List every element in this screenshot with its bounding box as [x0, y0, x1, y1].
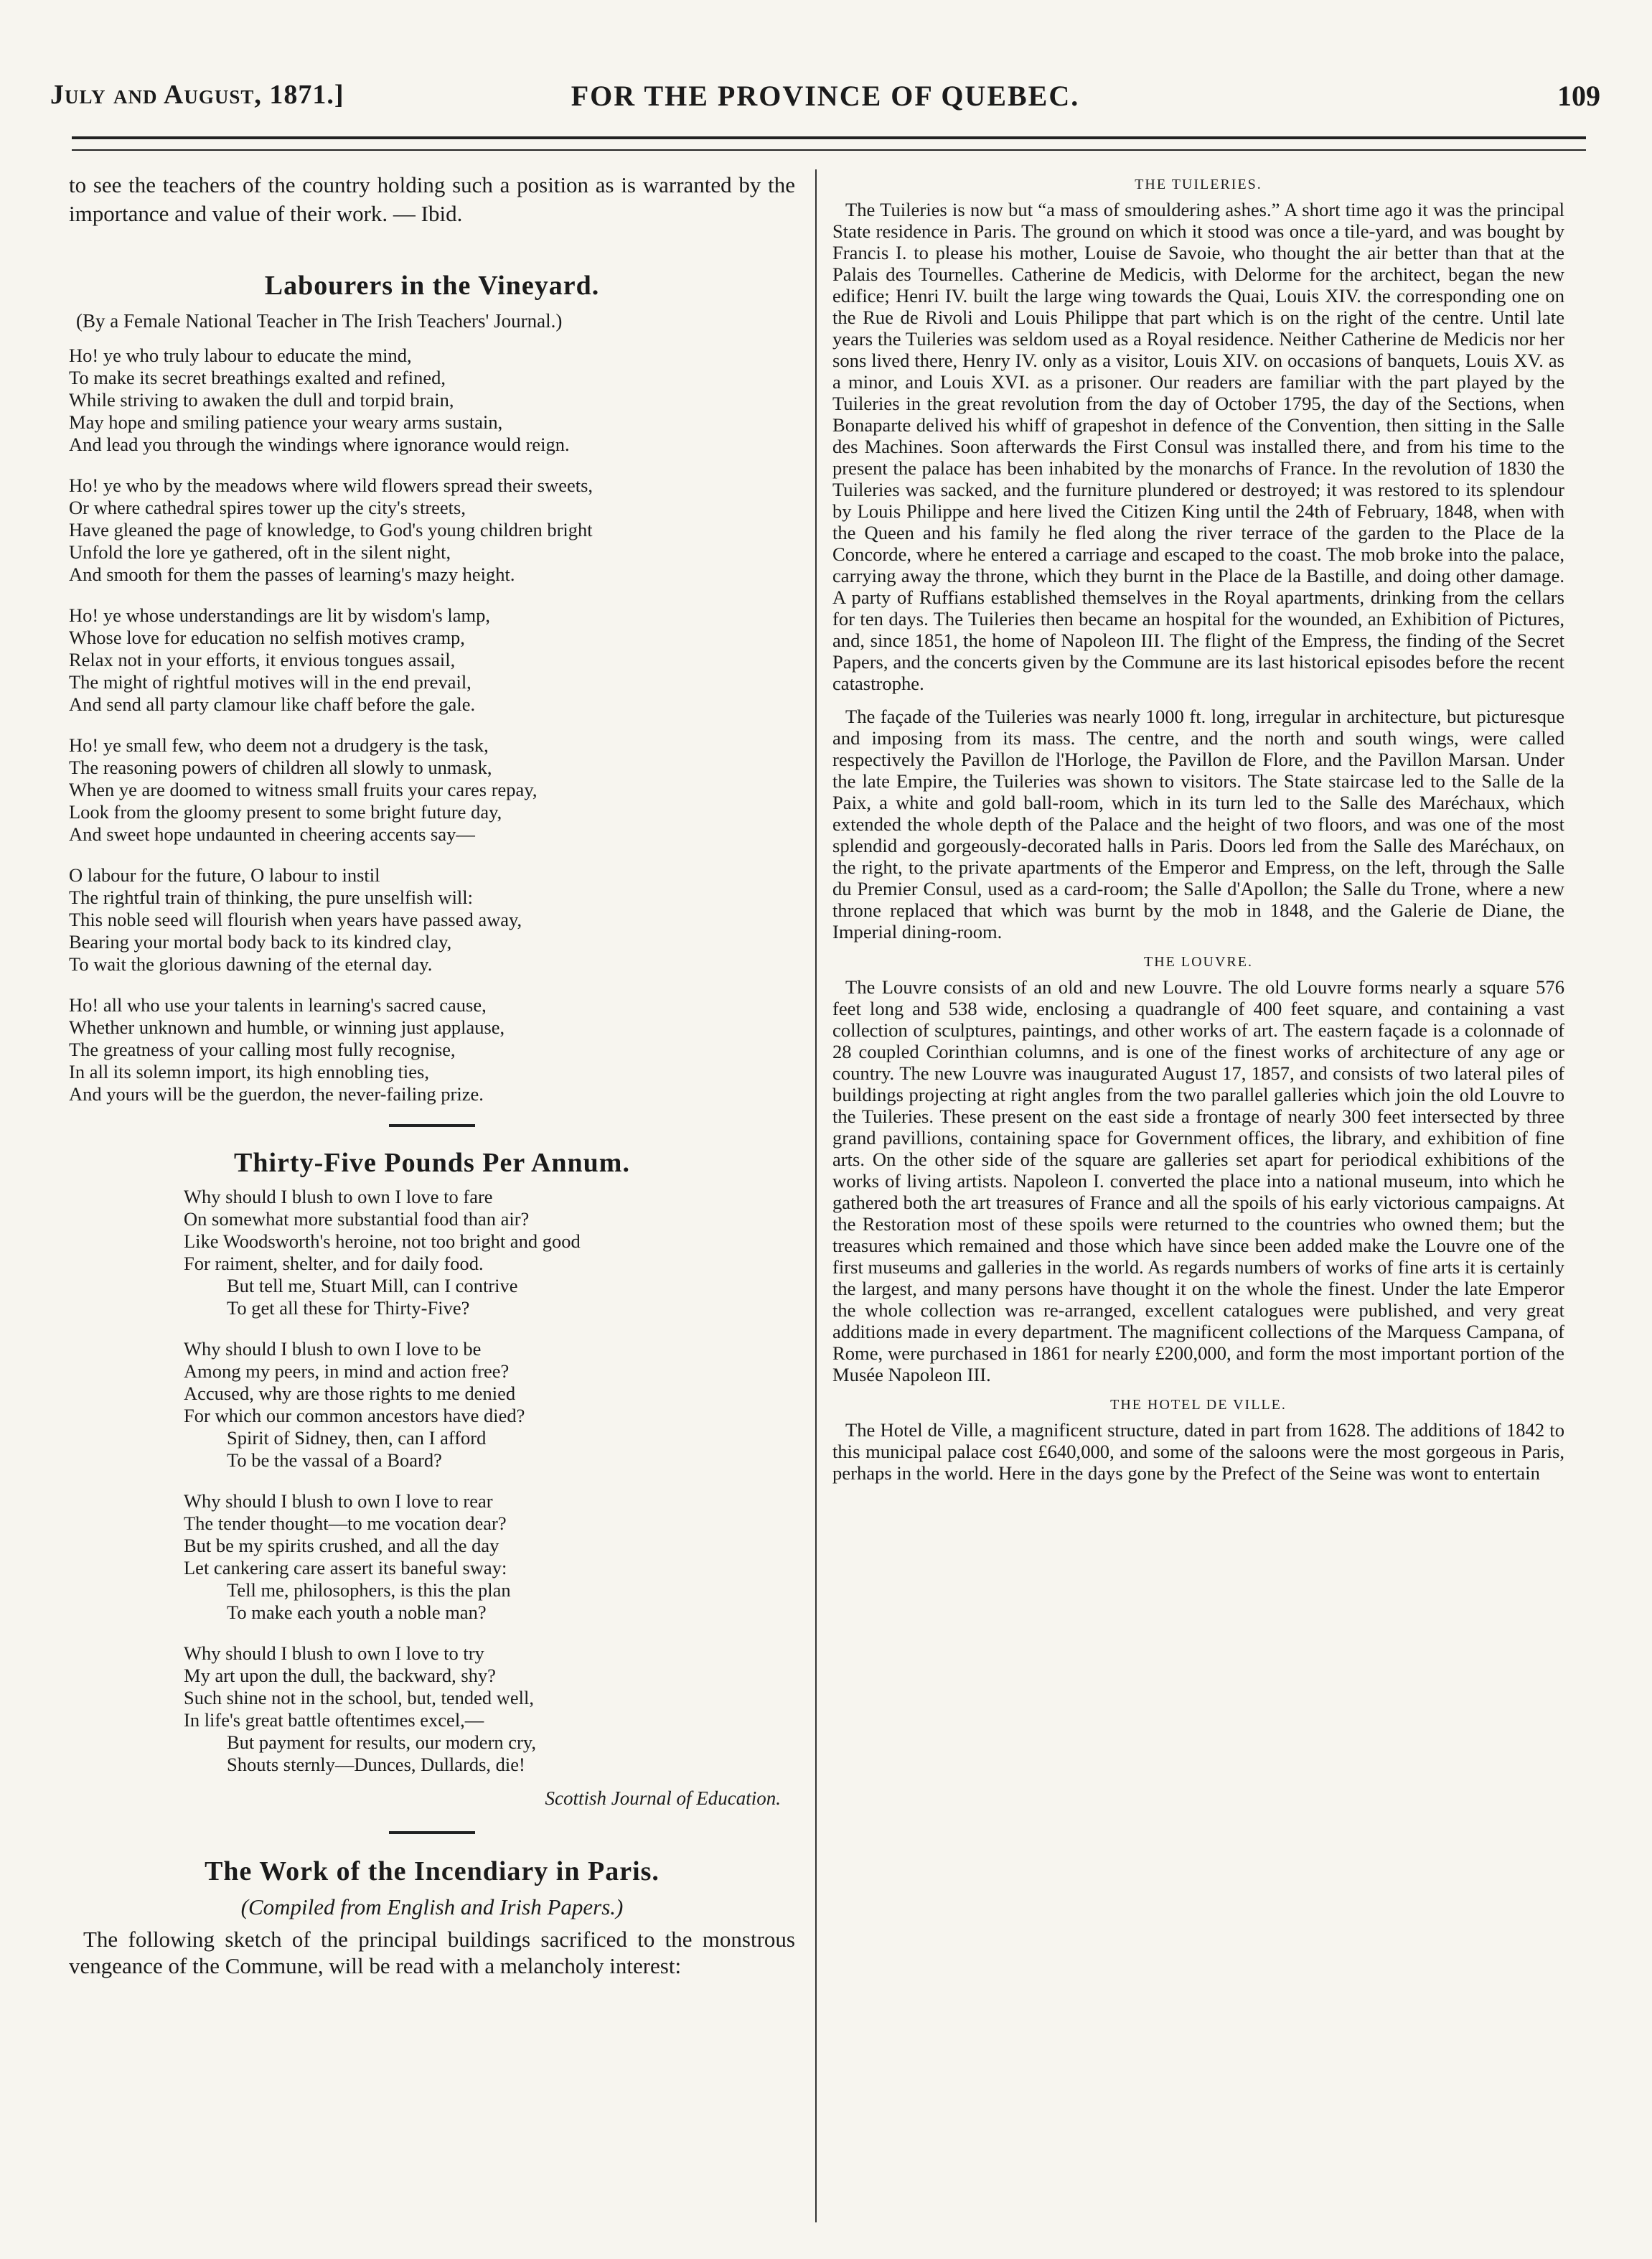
poem-line: Ho! ye who truly labour to educate the mind,: [69, 345, 412, 366]
poem-line: In life's great battle oftentimes excel,—: [184, 1709, 484, 1731]
poem-line: Look from the gloomy present to some bright future day,: [69, 801, 502, 823]
poem-line: Why should I blush to own I love to fare: [184, 1186, 493, 1207]
poem-line: Why should I blush to own I love to try: [184, 1642, 484, 1664]
poem-line: O labour for the future, O labour to instil: [69, 864, 380, 886]
divider-rule: [389, 1831, 475, 1834]
poem-line: Spirit of Sidney, then, can I afford: [227, 1427, 487, 1449]
issue-date: July and August, 1871.]: [50, 80, 344, 110]
poem-stanza: [184, 1338, 795, 1472]
right-column: [832, 171, 1564, 1495]
poem-stanza: [184, 1642, 795, 1776]
poem-stanza: [69, 864, 795, 976]
poem-line: Such shine not in the school, but, tended well,: [184, 1687, 534, 1708]
poem-stanza: [184, 1490, 795, 1624]
poem-line: Shouts sternly—Dunces, Dullards, die!: [227, 1754, 525, 1775]
poem-line: When ye are doomed to witness small fruits your cares repay,: [69, 779, 538, 800]
page-header: [50, 79, 1600, 122]
poem-line: Why should I blush to own I love to be: [184, 1338, 482, 1360]
intro-paragraph: to see the teachers of the country holding such a position as is warranted by the importance and value of their work. — Ibid.: [69, 172, 795, 226]
poem-line: Ho! all who use your talents in learning's sacred cause,: [69, 994, 487, 1016]
poem-line: To wait the glorious dawning of the eternal day.: [69, 953, 433, 975]
left-column: [69, 171, 795, 1979]
poem-line: Whose love for education no selfish motives cramp,: [69, 627, 465, 648]
poem1-title: Labourers in the Vineyard.: [264, 271, 600, 301]
poem1-body: [69, 345, 795, 1105]
column-divider: [815, 169, 817, 2222]
poem-line: But tell me, Stuart Mill, can I contrive: [227, 1275, 518, 1296]
poem-line: To make its secret breathings exalted and refined,: [69, 367, 446, 388]
section-heading: THE TUILERIES.: [1135, 177, 1262, 192]
poem-line: This noble seed will flourish when years have passed away,: [69, 909, 522, 930]
poem-line: Let cankering care assert its baneful sway:: [184, 1557, 507, 1579]
poem-stanza: [69, 345, 795, 456]
body-paragraph: The Louvre consists of an old and new Louvre. The old Louvre forms nearly a square 576 feet long and 538 wide, enclosing a quadrangle of 400 feet square, and containing a vast collection of sculptures, paintings, and other works of art. The eastern façade is a colonnade of 28 coupled Corinthian columns, and is one of the finest works of architecture of any age or country. The new Louvre was inaugurated August 17, 1857, and consists of two lateral piles of buildings projecting at right angles from the two parallel galleries which join the old Louvre to the Tuileries. These present on the east side a frontage of nearly 300 feet intersected by three grand pavillions, containing space for Government offices, the library, and exhibition of fine arts. On the other side of the square are galleries set apart for periodical exhibitions of the works of living artists. Napoleon I. converted the place into a national museum, into which he gathered both the art treasures of France and all the spoils of his early victorious campaigns. At the Restoration most of these spoils were returned to the countries who owned them; but the treasures which remained and those which have since been added make the Louvre one of the first museums and galleries in the world. As regards numbers of works of fine arts it is certainly the largest, and many persons have thought it on the whole the finest. Under the late Emperor the whole collection was re-arranged, excellent catalogues were published, and very great additions made in every department. The magnificent collections of the Marquess Campana, of Rome, were purchased in 1861 for nearly £200,000, and form the most important portion of the Musée Napoleon III.: [832, 976, 1564, 1385]
section-heading: THE HOTEL DE VILLE.: [1110, 1397, 1287, 1413]
article-title: The Work of the Incendiary in Paris.: [205, 1856, 660, 1886]
poem-line: And smooth for them the passes of learning's mazy height.: [69, 563, 515, 585]
body-paragraph: The Tuileries is now but “a mass of smouldering ashes.” A short time ago it was the principal State residence in Paris. The ground on which it stood was once a tile-yard, and was bought by Francis I. to please his mother, Louise de Savoie, who thought the air better than that at the Palais des Tournelles. Catherine de Medicis, with Delorme for the architect, began the new edifice; Henri IV. built the large wing towards the Quai, Louis XIV. the corresponding one on the Rue de Rivoli and Louis Philippe that part which is on the right of the centre. Until late years the Tuileries was seldom used as a Royal residence. Neither Catherine de Medicis nor her sons lived there, Henry IV. only as a visitor, Louis XIV. on occasions of banquets, Louis XV. as a minor, and Louis XVI. as a prisoner. Our readers are familiar with the part played by the Tuileries in the great revolution from the day of October 1795, the day of the Sections, when Bonaparte delived his whiff of grapeshot in defence of the Convention, then sitting in the Salle des Machines. Soon afterwards the First Consul was installed there, and from his time to the present the palace has been inhabited by the monarchs of France. In the revolution of 1830 the Tuileries was sacked, and the furniture plundered or destroyed; it was restored to its splendour by Louis Philippe and here lived the Citizen King until the 24th of February, 1848, when with the Queen and his family he fled along the river terrace of the garden to the Place de la Concorde, where he entered a carriage and escaped to the coast. The mob broke into the palace, carrying away the throne, which they burnt in the Place de la Bastille, and doing other damage. A party of Ruffians established themselves in the Royal apartments, drinking from the cellars for ten days. The Tuileries then became an hospital for the wounded, an Exhibition of Pictures, and, since 1851, the home of Napoleon III. The flight of the Empress, the finding of the Secret Papers, and the concerts given by the Commune are its last historical episodes before the recent catastrophe.: [832, 199, 1564, 694]
poem-line: To get all these for Thirty-Five?: [227, 1297, 470, 1319]
poem-line: On somewhat more substantial food than air?: [184, 1208, 530, 1230]
poem-line: Ho! ye whose understandings are lit by wisdom's lamp,: [69, 604, 490, 626]
poem-stanza: [69, 604, 795, 716]
poem-stanza: [184, 1186, 795, 1319]
poem-line: The reasoning powers of children all slowly to unmask,: [69, 757, 492, 778]
poem-stanza: [69, 734, 795, 846]
poem-line: While striving to awaken the dull and torpid brain,: [69, 389, 454, 411]
poem-line: Have gleaned the page of knowledge, to God's young children bright: [69, 519, 593, 541]
poem-line: Tell me, philosophers, is this the plan: [227, 1579, 511, 1601]
body-paragraph: The Hotel de Ville, a magnificent structure, dated in part from 1628. The additions of 1842 to this municipal palace cost £640,000, and some of the saloons were the most gorgeous in Paris, perhaps in the world. Here in the days gone by the Prefect of the Seine was wont to entertain: [832, 1419, 1564, 1484]
poem2-body: [184, 1186, 795, 1776]
poem-line: And yours will be the guerdon, the never-failing prize.: [69, 1083, 484, 1105]
divider-rule: [389, 1124, 475, 1127]
poem2-source: Scottish Journal of Education.: [545, 1787, 781, 1809]
poem-line: And lead you through the windings where ignorance would reign.: [69, 434, 570, 455]
poem-line: And send all party clamour like chaff before the gale.: [69, 693, 476, 715]
poem-line: May hope and smiling patience your weary arms sustain,: [69, 411, 503, 433]
poem-line: In all its solemn import, its high ennobling ties,: [69, 1061, 429, 1082]
poem-line: Or where cathedral spires tower up the city's streets,: [69, 497, 466, 518]
poem-line: My art upon the dull, the backward, shy?: [184, 1665, 496, 1686]
poem2-title: Thirty-Five Pounds Per Annum.: [234, 1148, 630, 1178]
poem-line: For raiment, shelter, and for daily food.: [184, 1253, 484, 1274]
poem1-attribution: (By a Female National Teacher in The Irish Teachers' Journal.): [76, 310, 563, 332]
poem-line: Unfold the lore ye gathered, oft in the silent night,: [69, 541, 451, 563]
poem-line: Why should I blush to own I love to rear: [184, 1490, 493, 1512]
poem-line: Whether unknown and humble, or winning just applause,: [69, 1016, 505, 1038]
poem-line: Relax not in your efforts, it envious tongues assail,: [69, 649, 456, 670]
poem-line: To make each youth a noble man?: [227, 1601, 487, 1623]
poem-line: Bearing your mortal body back to its kindred clay,: [69, 931, 452, 953]
poem-line: For which our common ancestors have died?: [184, 1405, 525, 1426]
poem-line: But payment for results, our modern cry,: [227, 1731, 537, 1753]
article-lead: The following sketch of the principal buildings sacrificed to the monstrous vengeance of the Commune, will be read with a melancholy interest:: [69, 1927, 795, 1978]
poem-line: To be the vassal of a Board?: [227, 1449, 442, 1471]
poem-line: Accused, why are those rights to me denied: [184, 1383, 516, 1404]
poem-line: Like Woodsworth's heroine, not too bright and good: [184, 1230, 581, 1252]
header-rule: [72, 136, 1586, 151]
running-title: FOR THE PROVINCE OF QUEBEC.: [571, 80, 1080, 112]
body-paragraph: The façade of the Tuileries was nearly 1000 ft. long, irregular in architecture, but picturesque and imposing from its mass. The centre, and the north and south wings, were called respectively the Pavillon de l'Horloge, the Pavillon de Flore, and the Pavillon Marsan. Under the late Empire, the Tuileries was shown to visitors. The State staircase led to the Salle de la Paix, a white and gold ball-room, which in its turn led to the Salle des Maréchaux, which extended the whole depth of the Palace and the height of two floors, and was one of the most splendid and gorgeously-decorated halls in Paris. Doors led from the Salle des Maréchaux, on the right, to the private apartments of the Emperor and Empress, on the left, through the Salle du Premier Consul, used as a card-room; the Salle d'Apollon; the Salle du Trone, where a new throne replaced that which was burnt by the mob in 1848, and the Galerie de Diane, the Imperial dining-room.: [832, 706, 1564, 943]
poem-line: The rightful train of thinking, the pure unselfish will:: [69, 887, 474, 908]
poem-line: And sweet hope undaunted in cheering accents say—: [69, 823, 475, 845]
poem-line: The tender thought—to me vocation dear?: [184, 1512, 507, 1534]
poem-line: The might of rightful motives will in the end prevail,: [69, 671, 471, 693]
poem-line: Among my peers, in mind and action free?: [184, 1360, 510, 1382]
poem-stanza: [69, 474, 795, 586]
poem-line: Ho! ye small few, who deem not a drudgery is the task,: [69, 734, 489, 756]
poem-stanza: [69, 994, 795, 1105]
section-heading: THE LOUVRE.: [1144, 954, 1253, 970]
article-compiled-note: (Compiled from English and Irish Papers.): [240, 1894, 624, 1919]
page-number: 109: [1557, 80, 1600, 112]
poem-line: The greatness of your calling most fully recognise,: [69, 1039, 456, 1060]
poem-line: Ho! ye who by the meadows where wild flowers spread their sweets,: [69, 474, 593, 496]
poem-line: But be my spirits crushed, and all the day: [184, 1535, 499, 1556]
